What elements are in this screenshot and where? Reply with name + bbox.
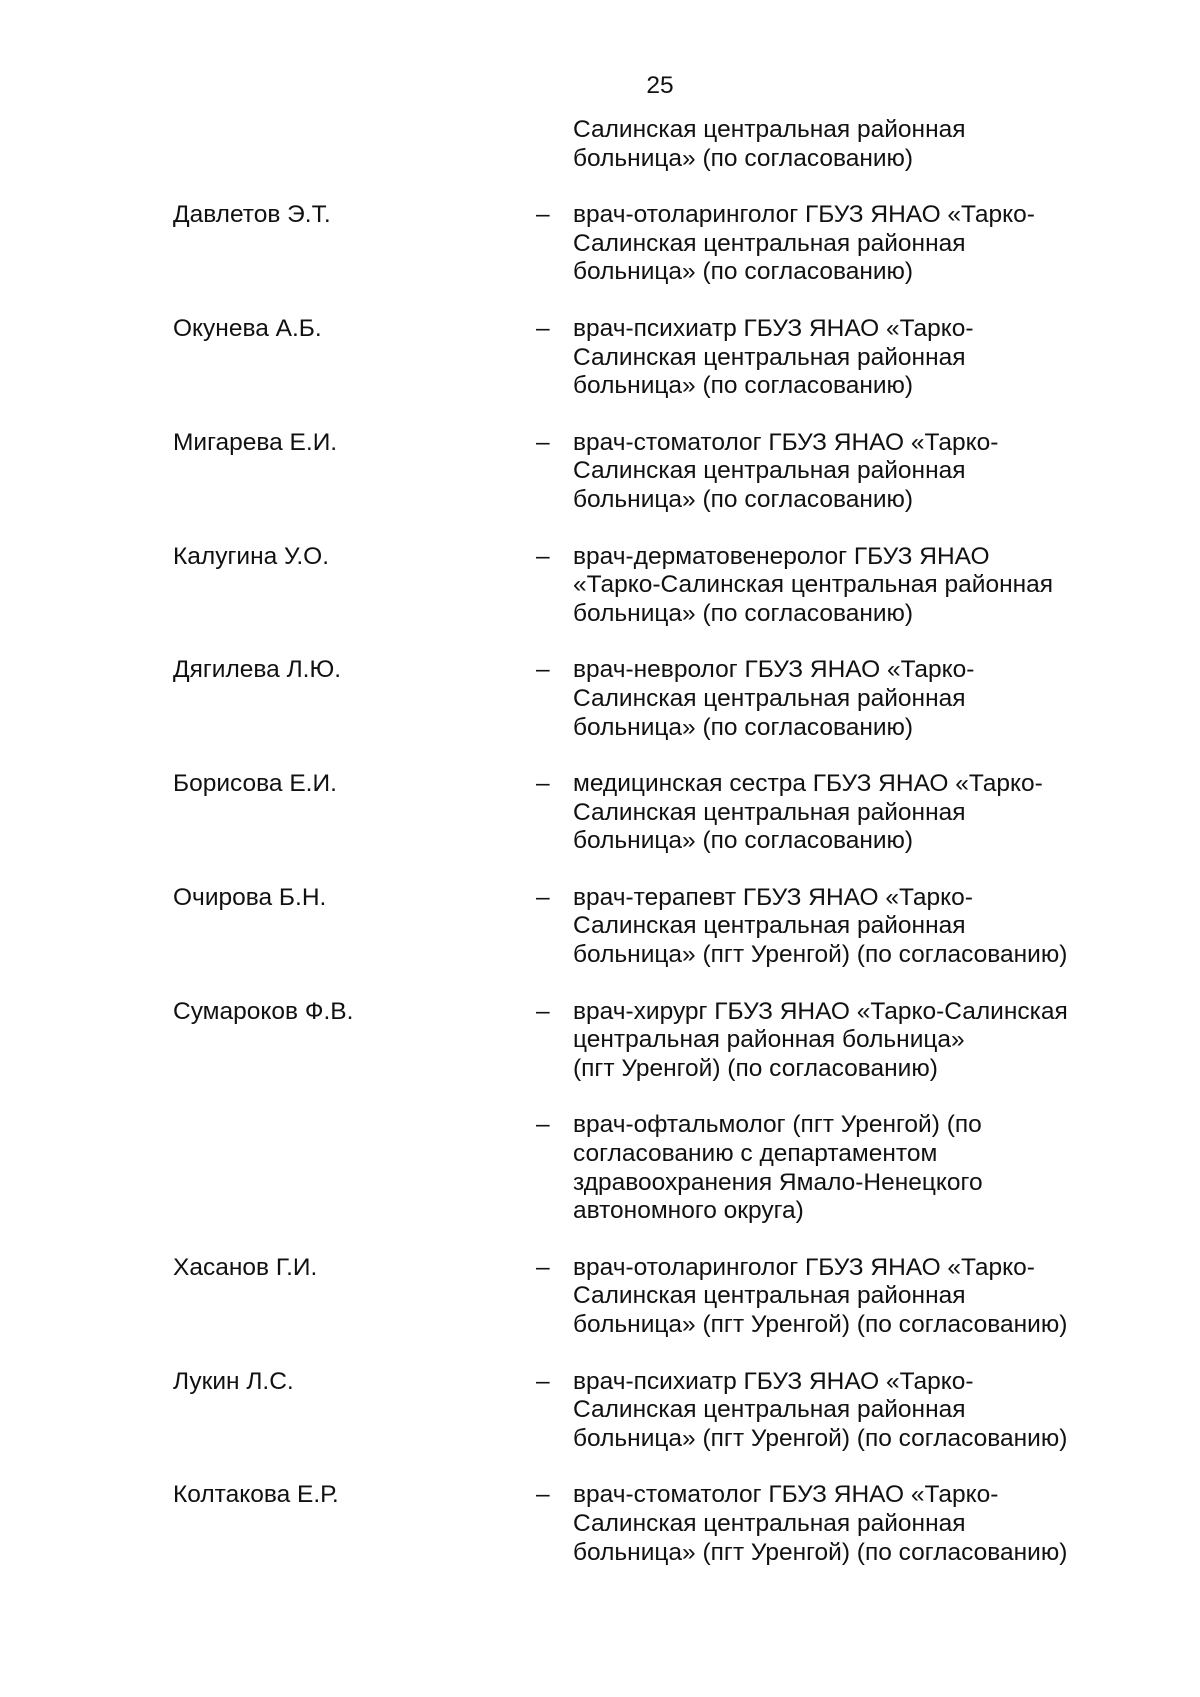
separator-dash: – [536,1253,550,1281]
position-line: согласованию с департаментом [573,1140,938,1168]
member-name: Лукин Л.С. [173,1367,294,1395]
member-name: Окунева А.Б. [173,314,322,342]
position-line: больница» (по согласованию) [573,144,914,172]
member-entry [0,1254,1200,1340]
position-line: врач-дерматовенеролог ГБУЗ ЯНАО [573,542,990,570]
separator-dash: – [536,1481,550,1509]
member-position [573,1254,1133,1340]
member-name: Сумароков Ф.В. [173,997,354,1025]
position-line: Салинская центральная районная [573,798,966,826]
member-entry [0,884,1200,970]
separator-dash: – [536,1367,550,1395]
position-line: Салинская центральная районная [573,684,966,712]
position-line: Салинская центральная районная [573,1282,966,1310]
member-name: Очирова Б.Н. [173,883,327,911]
position-line: врач-отоларинголог ГБУЗ ЯНАО «Тарко- [573,201,1035,229]
position-line: врач-стоматолог ГБУЗ ЯНАО «Тарко- [573,428,999,456]
member-position [573,884,1133,970]
member-name: Хасанов Г.И. [173,1253,318,1281]
position-line: (пгт Уренгой) (по согласованию) [573,1054,938,1082]
position-line: больница» (по согласованию) [573,258,914,286]
member-name: Колтакова Е.Р. [173,1481,339,1509]
member-entry [0,429,1200,515]
member-entry [0,116,1200,173]
position-line: врач-офтальмолог (пгт Уренгой) (по [573,1111,982,1139]
member-entry [0,1368,1200,1454]
member-entry [0,656,1200,742]
position-line: больница» (по согласованию) [573,372,914,400]
member-position [573,116,1133,173]
separator-dash: – [536,997,550,1025]
position-line: Салинская центральная районная [573,457,966,485]
member-entry [0,543,1200,629]
separator-dash: – [536,428,550,456]
separator-dash: – [536,883,550,911]
position-line: врач-терапевт ГБУЗ ЯНАО «Тарко- [573,883,973,911]
member-position [573,1111,1133,1225]
commission-member-list [0,116,1200,1595]
member-position [573,656,1133,742]
position-line: врач-хирург ГБУЗ ЯНАО «Тарко-Салинская [573,997,1068,1025]
position-line: «Тарко-Салинская центральная районная [573,571,1054,599]
separator-dash: – [536,656,550,684]
member-entry [0,1111,1200,1225]
position-line: больница» (пгт Уренгой) (по согласованию) [573,1538,1068,1566]
position-line: Салинская центральная районная [573,1509,966,1537]
member-position [573,429,1133,515]
member-name: Калугина У.О. [173,542,330,570]
position-line: автономного округа) [573,1197,804,1225]
position-line: больница» (пгт Уренгой) (по согласованию) [573,1311,1068,1338]
member-position [573,770,1133,856]
position-line: врач-психиатр ГБУЗ ЯНАО «Тарко- [573,1367,974,1395]
position-line: центральная районная больница» [573,1026,965,1054]
separator-dash: – [536,201,550,229]
position-line: больница» (по согласованию) [573,713,914,741]
member-entry [0,770,1200,856]
member-position [573,201,1133,287]
member-position [573,1368,1133,1454]
position-line: больница» (по согласованию) [573,485,914,513]
member-name: Мигарева Е.И. [173,428,338,456]
position-line: больница» (по согласованию) [573,599,914,627]
page-number: 25 [646,72,674,99]
separator-dash: – [536,1111,550,1139]
member-name: Дягилева Л.Ю. [173,656,342,684]
position-line: Салинская центральная районная [573,1396,966,1424]
member-name: Давлетов Э.Т. [173,201,331,229]
position-line: врач-психиатр ГБУЗ ЯНАО «Тарко- [573,314,974,342]
position-line: медицинская сестра ГБУЗ ЯНАО «Тарко- [573,770,1043,798]
member-position [573,315,1133,401]
member-entry [0,998,1200,1084]
position-line: больница» (пгт Уренгой) (по согласованию) [573,1424,1068,1452]
separator-dash: – [536,314,550,342]
separator-dash: – [536,542,550,570]
separator-dash: – [536,770,550,798]
position-line: больница» (по согласованию) [573,827,914,855]
position-line: врач-стоматолог ГБУЗ ЯНАО «Тарко- [573,1481,999,1509]
position-line: Салинская центральная районная [573,116,966,143]
position-line: больница» (пгт Уренгой) (по согласованию) [573,941,1068,969]
position-line: Салинская центральная районная [573,912,966,940]
member-name: Борисова Е.И. [173,770,337,798]
member-position [573,1481,1133,1567]
position-line: здравоохранения Ямало-Ненецкого [573,1168,983,1196]
position-line: Салинская центральная районная [573,229,966,257]
member-position [573,998,1133,1084]
member-entry [0,1481,1200,1567]
position-line: врач-невролог ГБУЗ ЯНАО «Тарко- [573,656,975,684]
member-entry [0,315,1200,401]
position-line: врач-отоларинголог ГБУЗ ЯНАО «Тарко- [573,1253,1035,1281]
position-line: Салинская центральная районная [573,343,966,371]
member-position [573,543,1133,629]
member-entry [0,201,1200,287]
